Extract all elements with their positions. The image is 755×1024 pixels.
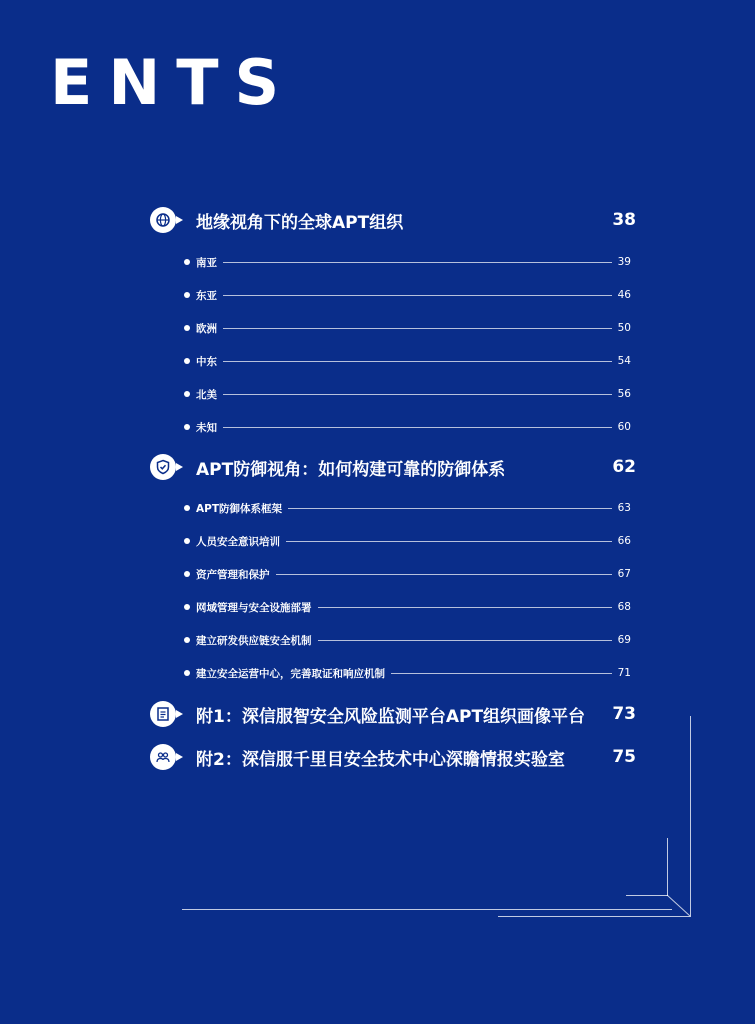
item-label: 欧洲 [196,322,217,335]
decorative-line [498,916,691,917]
bullet-icon [184,670,190,676]
item-label: 北美 [196,388,217,401]
item-page-number: 46 [617,289,631,301]
item-label: 建立研发供应链安全机制 [196,634,312,647]
leader-line [223,361,612,362]
leader-line [318,607,612,608]
item-page-number: 67 [617,568,631,580]
item-page-number: 68 [617,601,631,613]
item-page-number: 39 [617,256,631,268]
shield-icon [150,454,176,480]
item-label: 未知 [196,421,217,434]
bullet-icon [184,391,190,397]
toc-item[interactable] [184,320,631,336]
globe-icon [150,207,176,233]
item-page-number: 54 [617,355,631,367]
team-icon [150,744,176,770]
item-page-number: 71 [617,667,631,679]
item-page-number: 56 [617,388,631,400]
bullet-icon [184,325,190,331]
item-page-number: 63 [617,502,631,514]
decorative-line [182,909,672,910]
toc-section-defense[interactable] [150,453,636,481]
item-page-number: 60 [617,421,631,433]
bullet-icon [184,259,190,265]
toc-item[interactable] [184,419,631,435]
section-page-number: 75 [612,747,636,767]
item-label: 中东 [196,355,217,368]
leader-line [286,541,612,542]
toc-item[interactable] [184,287,631,303]
item-label: APT防御体系框架 [196,502,282,515]
toc-item[interactable] [184,254,631,270]
bullet-icon [184,292,190,298]
toc-item[interactable] [184,599,631,615]
section-title: 附1：深信服智安全风险监测平台APT组织画像平台 [196,706,586,727]
page-title: ENTS [50,46,296,119]
bullet-icon [184,358,190,364]
item-page-number: 66 [617,535,631,547]
decorative-line [626,895,668,896]
toc-item[interactable] [184,500,631,516]
bullet-icon [184,571,190,577]
toc-section-appendix-2[interactable] [150,743,636,771]
leader-line [276,574,612,575]
toc-section-geo[interactable] [150,206,636,234]
item-label: 资产管理和保护 [196,568,270,581]
toc-item[interactable] [184,533,631,549]
leader-line [391,673,612,674]
item-label: 网域管理与安全设施部署 [196,601,312,614]
section-title: APT防御视角：如何构建可靠的防御体系 [196,459,506,480]
toc-item[interactable] [184,566,631,582]
decorative-line [690,716,691,916]
bullet-icon [184,604,190,610]
item-label: 人员安全意识培训 [196,535,280,548]
section-page-number: 62 [612,457,636,477]
section-page-number: 73 [612,704,636,724]
section-title: 附2：深信服千里目安全技术中心深瞻情报实验室 [196,749,565,770]
section-page-number: 38 [612,210,636,230]
bullet-icon [184,637,190,643]
item-page-number: 50 [617,322,631,334]
item-label: 建立安全运营中心，完善取证和响应机制 [196,667,385,680]
item-label: 南亚 [196,256,217,269]
toc-item[interactable] [184,632,631,648]
section-title: 地缘视角下的全球APT组织 [196,212,404,233]
bullet-icon [184,538,190,544]
toc-section-appendix-1[interactable] [150,700,636,728]
bullet-icon [184,424,190,430]
leader-line [223,328,612,329]
leader-line [288,508,612,509]
leader-line [223,394,612,395]
item-label: 东亚 [196,289,217,302]
leader-line [223,262,612,263]
document-icon [150,701,176,727]
toc-item[interactable] [184,386,631,402]
leader-line [318,640,612,641]
decorative-corner-line [666,894,692,918]
bullet-icon [184,505,190,511]
toc-item[interactable] [184,353,631,369]
leader-line [223,427,612,428]
leader-line [223,295,612,296]
item-page-number: 69 [617,634,631,646]
toc-item[interactable] [184,665,631,681]
decorative-line [667,838,668,896]
